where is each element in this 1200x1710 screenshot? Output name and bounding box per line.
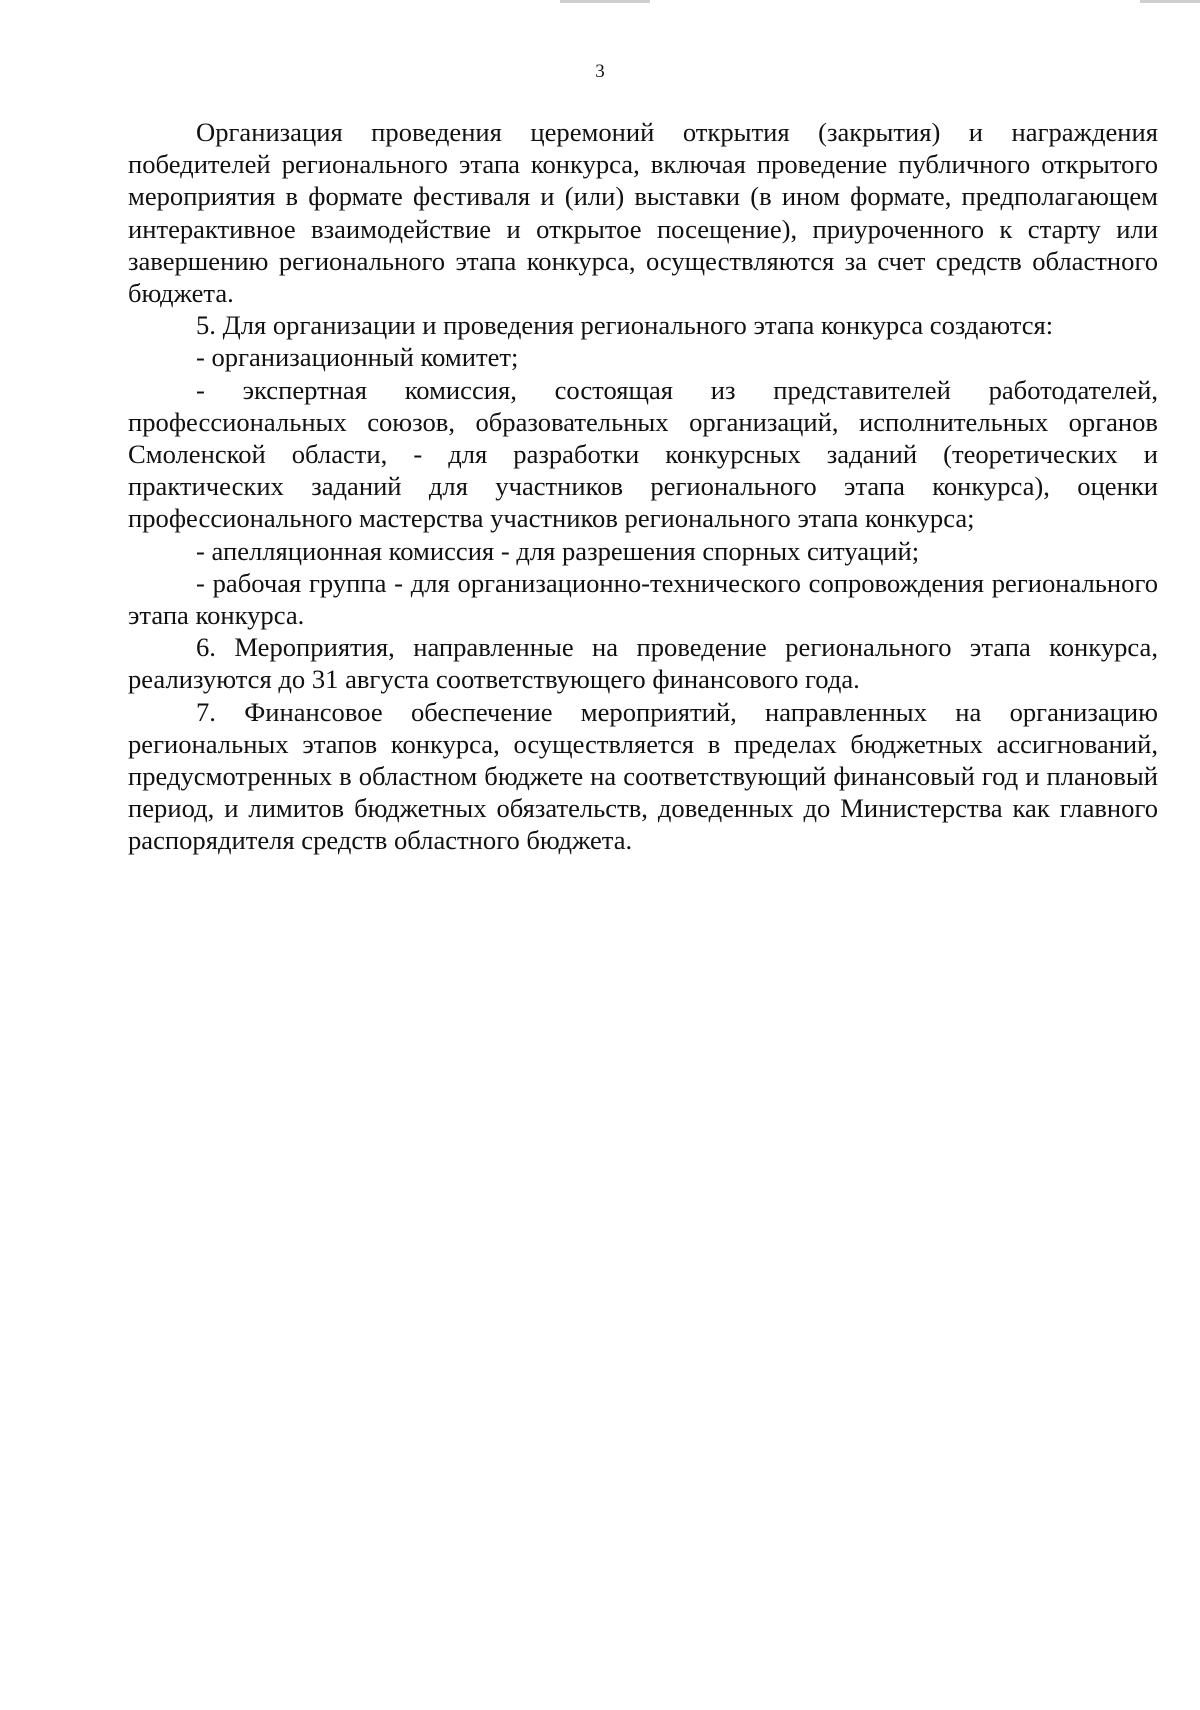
paragraph-5: 5. Для организации и проведения регионального этапа конкурса создаются: [196, 310, 1054, 341]
list-item-working-group: - рабочая группа - для организационно-технического сопровождения регионального этапа конкурса. [128, 567, 1158, 631]
list-item-expert-commission: - экспертная комиссия, состоящая из представителей работодателей, профессиональных союзов, образовательных организаций, исполнительных органов Смоленской области, - для разработки конкурсных заданий (теоретических и практических заданий для участников регионального этапа конкурса), оценки профессионального мастерства участников регионального этапа конкурса; [128, 374, 1158, 534]
paragraph-ceremonies: Организация проведения церемоний открытия (закрытия) и награждения победителей регионального этапа конкурса, включая проведение публичного открытого мероприятия в формате фестиваля и (или) выставки (в ином формате, предполагающем интерактивное взаимодействие и открытое посещение), приуроченного к старту или завершению регионального этапа конкурса, осуществляются за счет средств областного бюджета. [128, 117, 1158, 309]
list-item-appeal-commission: - апелляционная комиссия - для разрешения спорных ситуаций; [196, 535, 920, 566]
paragraph-6: 6. Мероприятия, направленные на проведение регионального этапа конкурса, реализуются до 31 августа соответствующего финансового года. [128, 632, 1158, 695]
scan-artifact [560, 0, 650, 3]
paragraph-7: 7. Финансовое обеспечение мероприятий, направленных на организацию региональных этапов конкурса, осуществляется в пределах бюджетных ассигнований, предусмотренных в областном бюджете на соответствующий финансовый год и плановый период, и лимитов бюджетных обязательств, доведенных до Министерства как главного распорядителя средств областного бюджета. [128, 696, 1158, 856]
page-number: 3 [595, 61, 605, 82]
list-item-organizing-committee: - организационный комитет; [196, 342, 519, 373]
document-body [128, 116, 1158, 857]
scan-artifact [1140, 0, 1200, 3]
